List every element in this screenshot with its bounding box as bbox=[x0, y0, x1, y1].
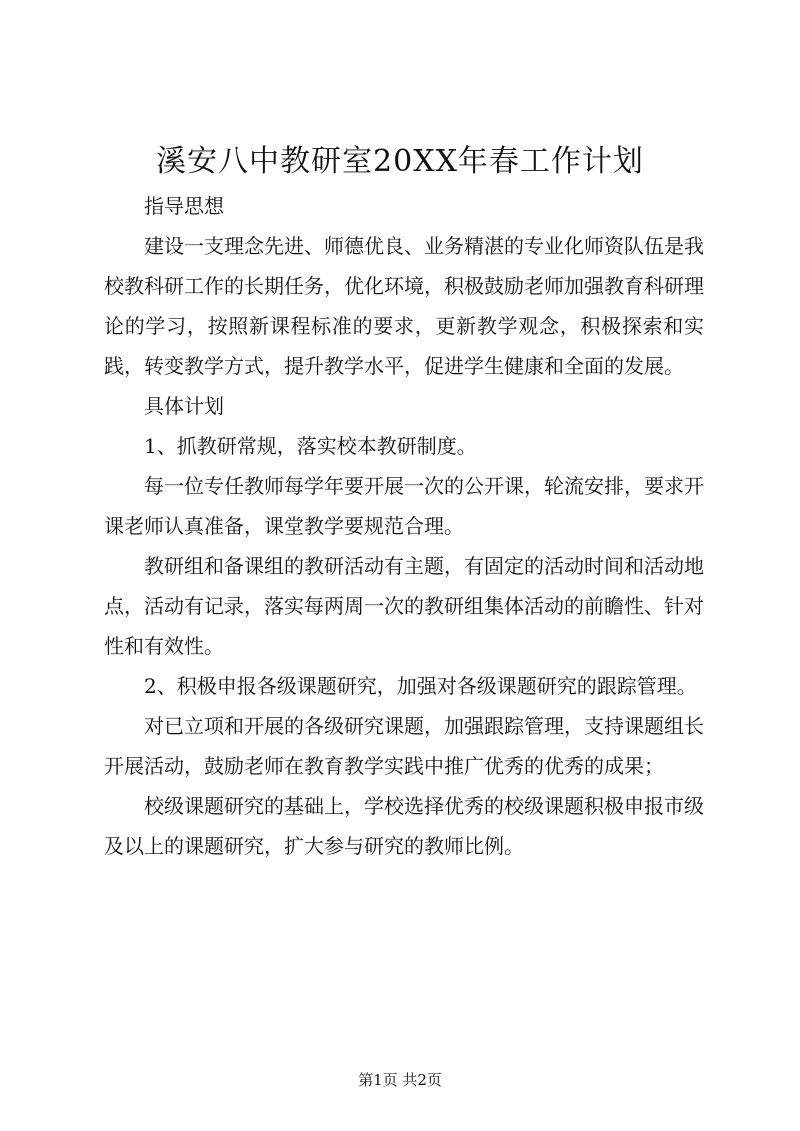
document-body bbox=[104, 186, 704, 866]
paragraph: 对已立项和开展的各级研究课题，加强跟踪管理，支持课题组长开展活动，鼓励老师在教育教学实践中推广优秀的优秀的成果； bbox=[104, 714, 704, 778]
paragraph: 每一位专任教师每学年要开展一次的公开课，轮流安排，要求开课老师认真准备，课堂教学要规范合理。 bbox=[104, 474, 704, 538]
numbered-item: 2、积极申报各级课题研究，加强对各级课题研究的跟踪管理。 bbox=[144, 674, 697, 698]
document-title: 溪安八中教研室20XX年春工作计划 bbox=[156, 144, 644, 179]
numbered-item: 1、抓教研常规，落实校本教研制度。 bbox=[144, 434, 477, 458]
paragraph: 校级课题研究的基础上，学校选择优秀的校级课题积极申报市级及以上的课题研究，扩大参与研究的教师比例。 bbox=[104, 794, 704, 858]
page-footer: 第1页 共2页 bbox=[358, 1071, 442, 1089]
section-heading: 具体计划 bbox=[144, 394, 224, 418]
section-heading: 指导思想 bbox=[144, 194, 224, 218]
paragraph: 建设一支理念先进、师德优良、业务精湛的专业化师资队伍是我校教科研工作的长期任务，优化环境，积极鼓励老师加强教育科研理论的学习，按照新课程标准的要求，更新教学观念，积极探索和实践，转变教学方式，提升教学水平，促进学生健康和全面的发展。 bbox=[104, 234, 704, 378]
paragraph: 教研组和备课组的教研活动有主题，有固定的活动时间和活动地点，活动有记录，落实每两周一次的教研组集体活动的前瞻性、针对性和有效性。 bbox=[104, 554, 704, 658]
